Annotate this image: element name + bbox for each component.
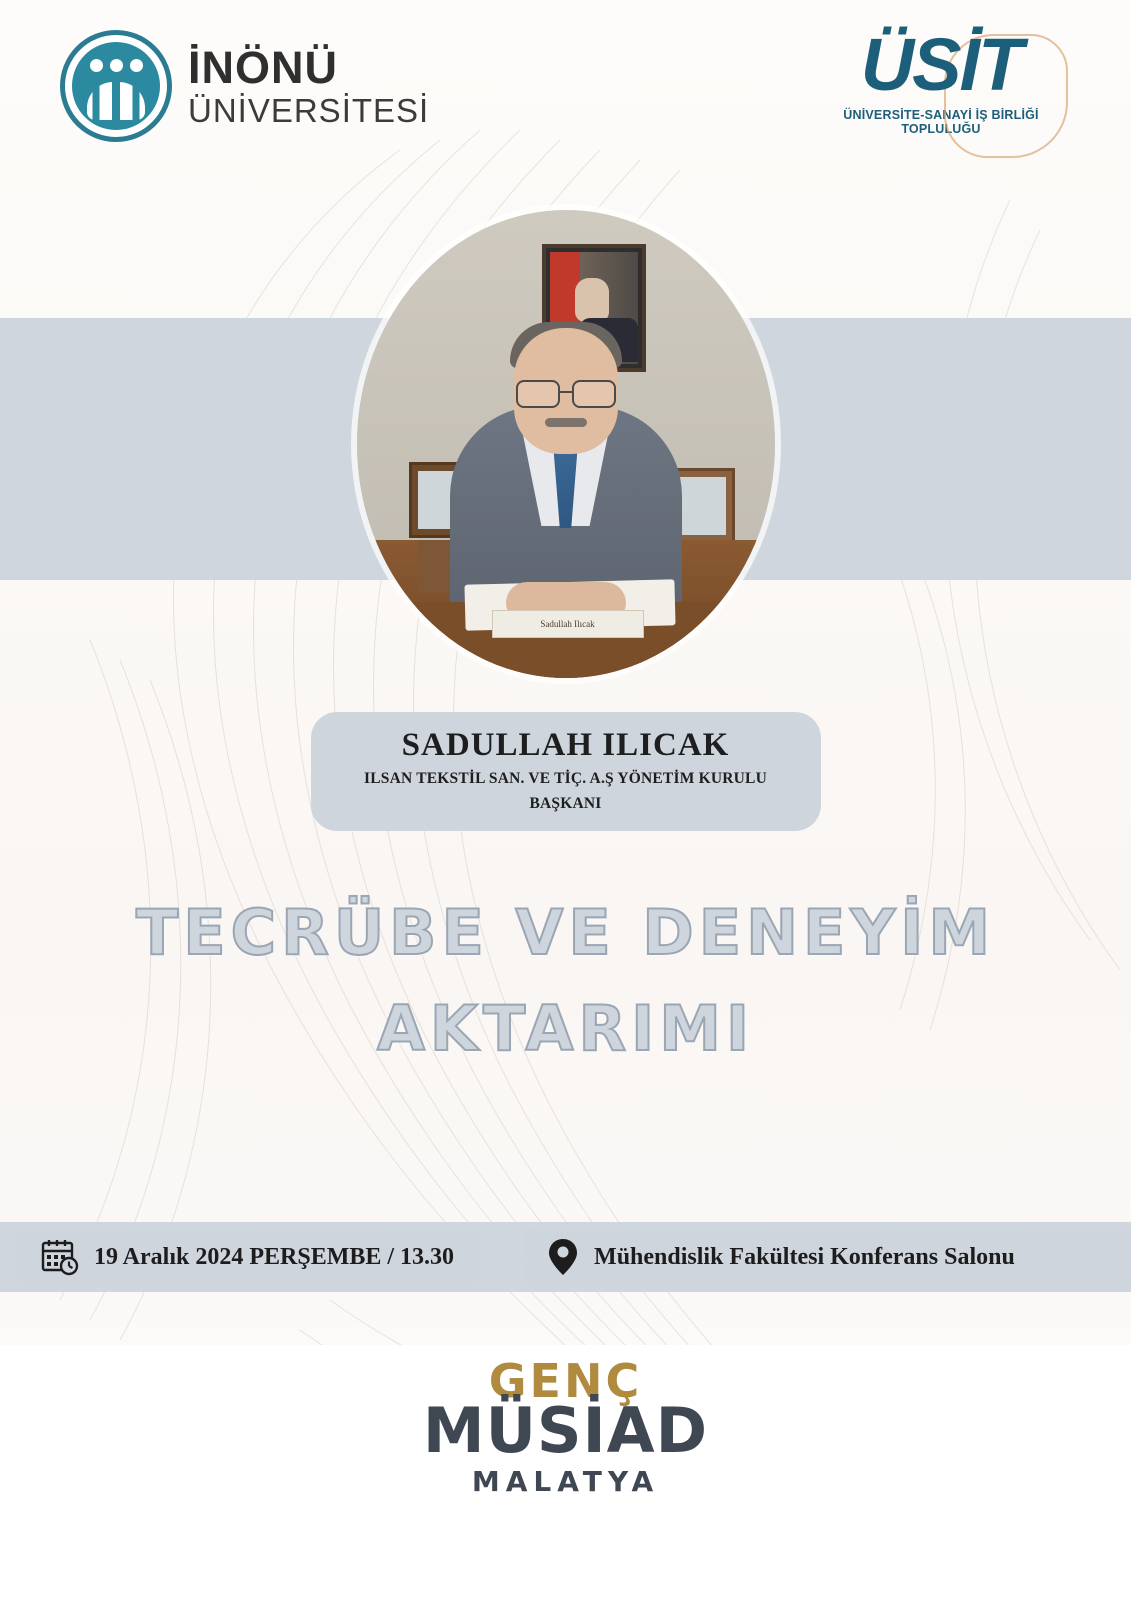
usit-wordmark: ÜSİT	[860, 23, 1022, 106]
calendar-clock-icon	[40, 1237, 80, 1277]
pen-holder-icon	[417, 540, 453, 592]
event-date-text: 19 Aralık 2024 PERŞEMBE / 13.30	[94, 1243, 455, 1270]
genc-musiad-logo	[366, 1354, 766, 1499]
event-date-badge	[18, 1227, 480, 1287]
glasses-icon	[514, 380, 618, 406]
inonu-university-logo	[60, 30, 429, 142]
usit-logo	[806, 23, 1076, 136]
brand-city: MALATYA	[471, 1465, 660, 1499]
speaker-portrait	[357, 210, 775, 678]
university-name-line2: ÜNİVERSİTESİ	[188, 92, 430, 129]
event-location-text: Mühendislik Fakültesi Konferans Salonu	[594, 1243, 1015, 1270]
university-name-line1: İNÖNÜ	[188, 42, 338, 93]
map-pin-icon	[546, 1237, 580, 1277]
usit-subtitle: ÜNİVERSİTE-SANAYİ İŞ BİRLİĞİ TOPLULUĞU	[843, 108, 1039, 136]
speaker-title-line1: ILSAN TEKSTİL SAN. VE TİÇ. A.Ş YÖNETİM KURULU	[364, 769, 767, 787]
event-location-badge	[524, 1227, 1131, 1287]
speaker-name: SADULLAH ILICAK	[401, 727, 730, 763]
headline-line1: TECRÜBE VE DENEYİM	[135, 896, 996, 969]
desk-nameplate: Sadullah Ilıcak	[492, 610, 644, 638]
inonu-emblem-icon	[60, 30, 172, 142]
event-headline	[0, 885, 1131, 1077]
brand-musiad: MÜSİAD	[422, 1394, 709, 1467]
headline-line2: AKTARIMI	[376, 992, 755, 1066]
event-details-row	[0, 1228, 1131, 1286]
speaker-title-line2: BAŞKANI	[529, 795, 602, 813]
brand-genc: GENÇ	[488, 1354, 643, 1408]
speaker-name-card	[311, 712, 821, 831]
